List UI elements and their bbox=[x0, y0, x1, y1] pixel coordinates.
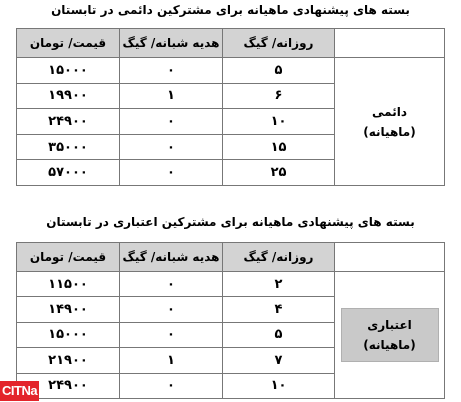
price-cell: ۵۷۰۰۰ bbox=[17, 160, 120, 186]
price-cell: ۱۴۹۰۰ bbox=[17, 297, 120, 322]
night-gift-cell: ۰ bbox=[120, 272, 223, 297]
plan-group-label bbox=[335, 272, 445, 399]
table-header-row bbox=[17, 29, 445, 58]
night-gift-cell: ۱ bbox=[120, 83, 223, 109]
night-gift-cell: ۰ bbox=[120, 322, 223, 347]
group-label-box bbox=[341, 308, 439, 362]
price-cell: ۱۵۰۰۰ bbox=[17, 58, 120, 84]
price-cell: ۱۹۹۰۰ bbox=[17, 83, 120, 109]
night-gift-cell: ۰ bbox=[120, 297, 223, 322]
prepaid-table-title: بسته های پیشنهادی ماهیانه برای مشترکین اعتباری در تابستان bbox=[46, 215, 415, 229]
price-cell: ۳۵۰۰۰ bbox=[17, 134, 120, 160]
permanent-plans-table bbox=[16, 28, 445, 186]
daily-gig-cell: ۱۵ bbox=[223, 134, 335, 160]
night-gift-cell: ۰ bbox=[120, 58, 223, 84]
daily-gig-header: روزانه/ گیگ bbox=[223, 243, 335, 272]
daily-gig-cell: ۱۰ bbox=[223, 373, 335, 398]
plan-group-label bbox=[335, 58, 445, 186]
price-cell: ۲۴۹۰۰ bbox=[17, 373, 120, 398]
night-gift-cell: ۱ bbox=[120, 348, 223, 373]
permanent-table-title: بسته های پیشنهادی ماهیانه برای مشترکین دائمی در تابستان bbox=[51, 3, 410, 17]
daily-gig-cell: ۵ bbox=[223, 322, 335, 347]
night-gift-cell: ۰ bbox=[120, 109, 223, 135]
daily-gig-cell: ۶ bbox=[223, 83, 335, 109]
logo-text: CITNa bbox=[0, 381, 39, 401]
table-row bbox=[17, 272, 445, 297]
table-header-row bbox=[17, 243, 445, 272]
group-label-line2: (ماهیانه) bbox=[363, 124, 416, 139]
daily-gig-cell: ۴ bbox=[223, 297, 335, 322]
group-label-line2: (ماهیانه) bbox=[363, 338, 416, 352]
prepaid-plans-table bbox=[16, 242, 445, 399]
daily-gig-cell: ۷ bbox=[223, 348, 335, 373]
group-header-cell bbox=[335, 29, 445, 58]
night-gift-cell: ۰ bbox=[120, 134, 223, 160]
table-row bbox=[17, 58, 445, 84]
daily-gig-header: روزانه/ گیگ bbox=[223, 29, 335, 58]
group-header-cell bbox=[335, 243, 445, 272]
price-header: قیمت/ تومان bbox=[17, 29, 120, 58]
daily-gig-cell: ۵ bbox=[223, 58, 335, 84]
price-cell: ۱۱۵۰۰ bbox=[17, 272, 120, 297]
daily-gig-cell: ۲۵ bbox=[223, 160, 335, 186]
night-gift-header: هدیه شبانه/ گیگ bbox=[120, 29, 223, 58]
daily-gig-cell: ۲ bbox=[223, 272, 335, 297]
citna-logo bbox=[0, 381, 46, 401]
price-cell: ۲۴۹۰۰ bbox=[17, 109, 120, 135]
daily-gig-cell: ۱۰ bbox=[223, 109, 335, 135]
group-label-line1: دائمی bbox=[372, 104, 407, 119]
price-cell: ۱۵۰۰۰ bbox=[17, 322, 120, 347]
night-gift-cell: ۰ bbox=[120, 160, 223, 186]
group-label-line1: اعتباری bbox=[367, 318, 412, 332]
night-gift-cell: ۰ bbox=[120, 373, 223, 398]
price-cell: ۲۱۹۰۰ bbox=[17, 348, 120, 373]
price-header: قیمت/ تومان bbox=[17, 243, 120, 272]
night-gift-header: هدیه شبانه/ گیگ bbox=[120, 243, 223, 272]
